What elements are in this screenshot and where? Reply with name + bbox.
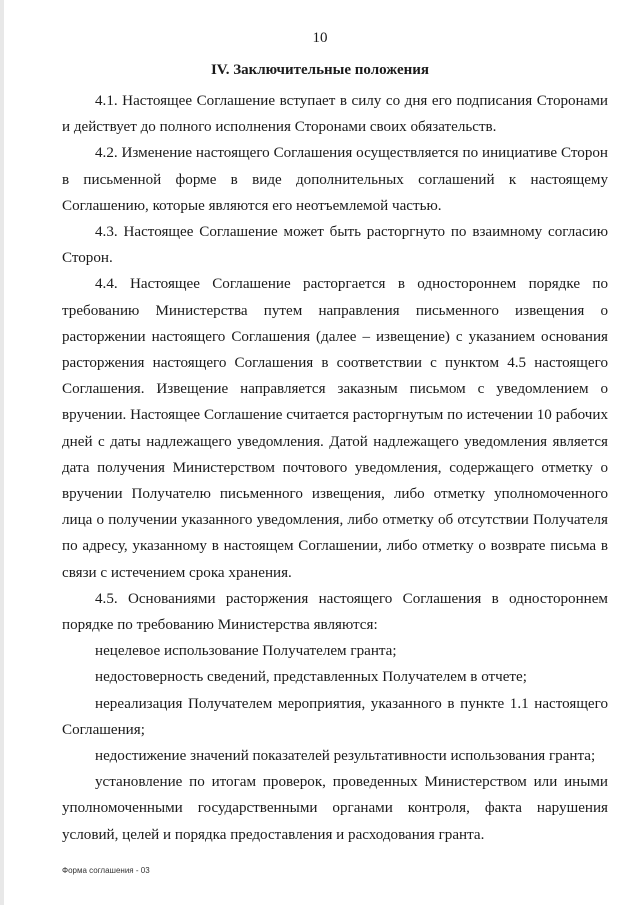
paragraph-4-5: 4.5. Основаниями расторжения настоящего Соглашения в одностороннем порядке по требованию Министерства являются: — [62, 590, 608, 634]
paragraph-4-3: 4.3. Настоящее Соглашение может быть расторгнуто по взаимному согласию Сторон. — [62, 224, 608, 267]
paragraph-4-4: 4.4. Настоящее Соглашение расторгается в одностороннем порядке по требованию Министерства путем направления письменного извещения о расторжении настоящего Соглашения (далее – извещение) с указанием основания расторжения настоящего Соглашения в соответствии с пунктом 4.5 настоящего Соглашения. Извещение направляется заказным письмом с уведомлением о вручении. Настоящее Соглашение считается расторгнутым по истечении 10 рабочих дней с даты надлежащего уведомления. Датой надлежащего уведомления является дата получения Министерством почтового уведомления, содержащего отметку о вручении Получателю письменного извещения, либо отметку уполномоченного лица о получении указанного уведомления, либо отметку об отсутствии Получателя по адресу, указанному в настоящем Соглашении, либо отметку о возврате письма в связи с истечением срока хранения. — [62, 276, 608, 581]
list-item-non-implementation: нереализация Получателем мероприятия, указанного в пункте 1.1 настоящего Соглашения; — [62, 695, 608, 738]
document-body — [62, 88, 608, 848]
section-title: IV. Заключительные положения — [210, 62, 430, 78]
scan-edge — [0, 0, 4, 905]
paragraph-4-2: 4.2. Изменение настоящего Соглашения осуществляется по инициативе Сторон в письменной форме в виде дополнительных соглашений к настоящему Соглашению, которые являются его неотъемлемой частью. — [62, 145, 608, 214]
list-item-false-info: недостоверность сведений, представленных Получателем в отчете; — [95, 669, 527, 686]
list-item-violation: установление по итогам проверок, проведенных Министерством или иными уполномоченными государственными органами контроля, факта нарушения условий, целей и порядка предоставления и расходования гранта. — [62, 774, 608, 843]
paragraph-4-1: 4.1. Настоящее Соглашение вступает в силу со дня его подписания Сторонами и действует до полного исполнения Сторонами своих обязательств. — [62, 93, 608, 136]
form-footer: Форма соглашения - 03 — [62, 866, 150, 875]
list-item-misuse: нецелевое использование Получателем гранта; — [95, 643, 397, 660]
page-number: 10 — [312, 30, 328, 46]
list-item-not-achieved: недостижение значений показателей результативности использования гранта; — [95, 748, 596, 765]
